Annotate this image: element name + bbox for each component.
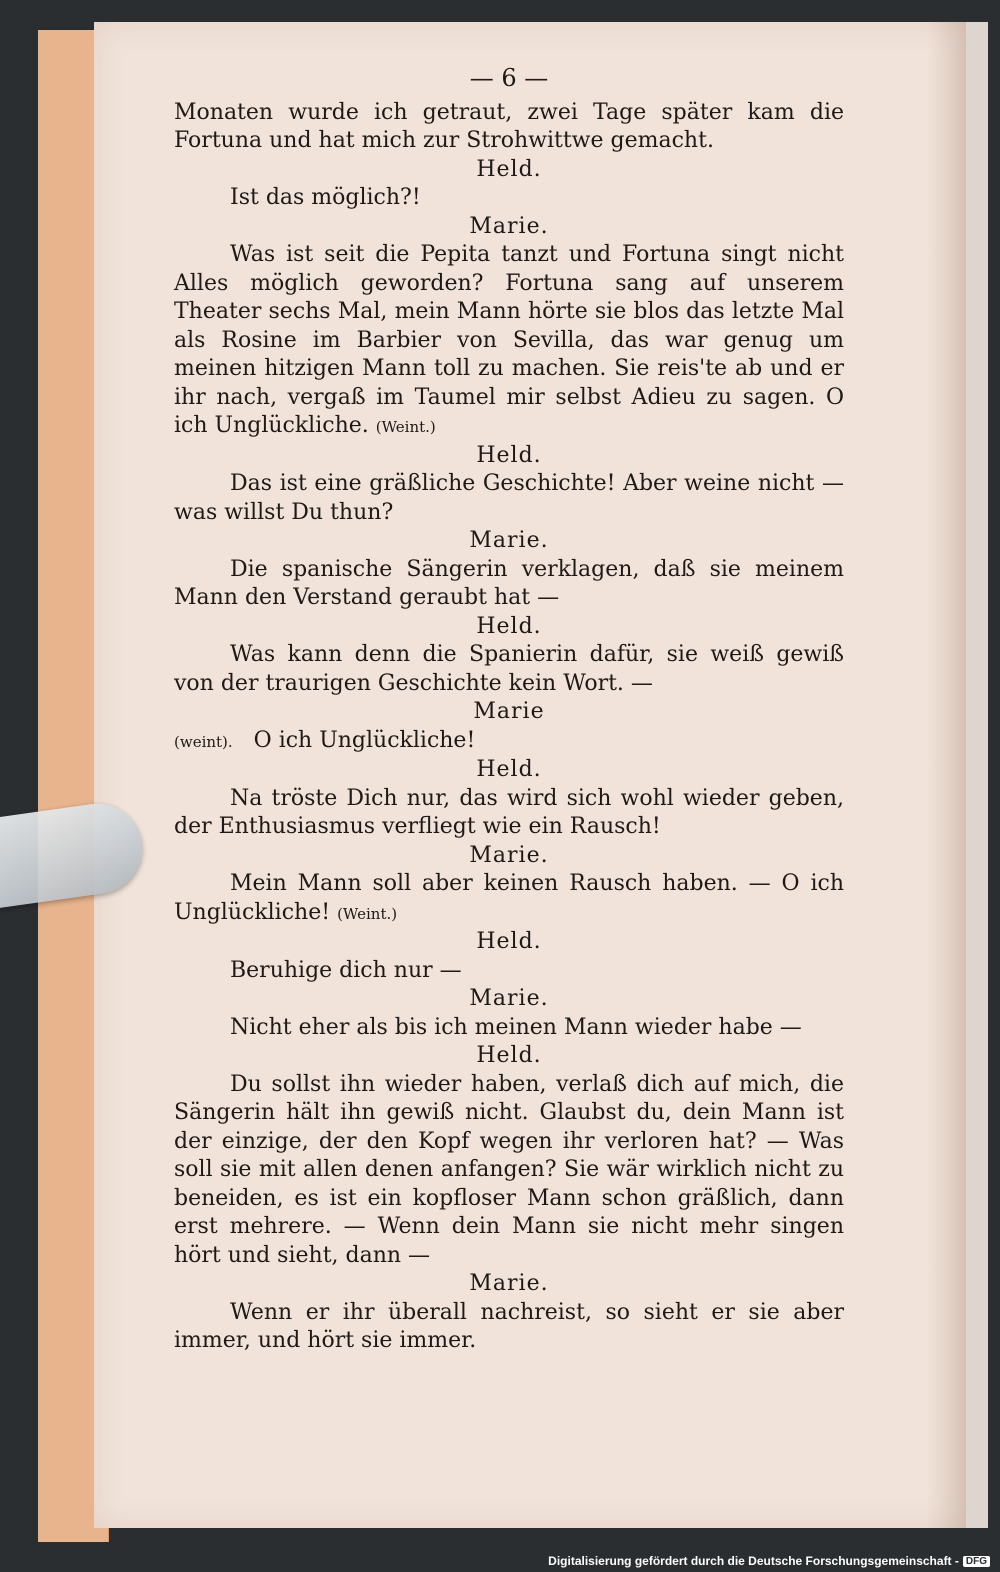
paragraph-text: Held. [476, 1043, 542, 1068]
speaker-name [174, 698, 844, 727]
speaker-name [174, 928, 844, 957]
paragraph-text: Held. [476, 156, 542, 182]
dialogue-paragraph [174, 241, 844, 442]
speaker-name [174, 985, 844, 1014]
speaker-name [174, 213, 844, 242]
page-right-strip [966, 22, 988, 1528]
dialogue-paragraph [174, 556, 844, 613]
dialogue-paragraph [174, 470, 844, 527]
dialogue-paragraph [174, 1014, 844, 1043]
paragraph-text: Ist das möglich?! [230, 185, 421, 210]
speaker-name [174, 527, 844, 556]
paragraph-text: Monaten wurde ich getraut, zwei Tage später kam die Fortuna und hat mich zur Strohwittwe gemacht. [174, 99, 844, 153]
stage-direction: (Weint.) [337, 904, 398, 923]
paragraph-text: Marie. [469, 986, 549, 1011]
paragraph-text: Marie. [469, 213, 549, 239]
paragraph-text: Held. [476, 929, 542, 954]
speaker-name [174, 756, 844, 785]
paragraph-text: Nicht eher als bis ich meinen Mann wieder habe — [230, 1014, 802, 1040]
stage-direction: (Weint.) [375, 418, 436, 436]
dialogue-paragraph [174, 727, 844, 757]
dialogue-paragraph [174, 641, 844, 698]
dialogue-paragraph [174, 785, 844, 842]
text-blocks [174, 99, 844, 1356]
paragraph-text: Die spanische Sängerin verklagen, daß sie meinem Mann den Verstand geraubt hat — [174, 556, 844, 610]
paragraph-text: Wenn er ihr überall nachreist, so sieht er sie aber immer, und hört sie immer. [174, 1299, 844, 1353]
footer-text: Digitalisierung gefördert durch die Deutsche Forschungsgemeinschaft - [548, 1554, 959, 1568]
dfg-logo-badge: DFG [963, 1556, 990, 1567]
page-shadow [926, 22, 966, 1528]
speaker-name [174, 613, 844, 642]
paragraph-text: O ich Unglückliche! [253, 727, 476, 753]
speaker-name [174, 442, 844, 471]
paragraph-text: Marie [473, 699, 545, 724]
speaker-name [174, 1270, 844, 1299]
paragraph-text: Held. [476, 757, 542, 782]
paragraph-text: Marie. [469, 1271, 549, 1296]
paragraph-text: Beruhige dich nur — [230, 957, 462, 983]
paragraph-text: Was ist seit die Pepita tanzt und Fortuna singt nicht Alles möglich geworden? Fortuna sang auf unserem Theater sechs Mal, mein Mann hörte sie blos das letzte Mal als Rosine im Barbier von Sevilla, das war genug um meinen hitzigen Mann toll zu machen. Sie reis'te ab und er ihr nach, vergaß im Taumel mir selbst Adieu zu sagen. O ich Unglückliche. [174, 242, 844, 438]
paragraph-text: Was kann denn die Spanierin dafür, sie weiß gewiß von der traurigen Geschichte kein Wort. — [174, 642, 844, 696]
paragraph-text: Marie. [469, 528, 549, 553]
dialogue-paragraph [174, 870, 844, 928]
dialogue-paragraph [174, 957, 844, 986]
paragraph-text: Na tröste Dich nur, das wird sich wohl wieder geben, der Enthusiasmus verfliegt wie ein Rausch! [174, 785, 844, 839]
footer-credit [548, 1554, 990, 1568]
paragraph-text: Held. [476, 442, 542, 468]
speaker-name [174, 1042, 844, 1071]
paragraph-text: Held. [476, 613, 542, 639]
paragraph-text: Marie. [469, 842, 549, 868]
speaker-name [174, 842, 844, 871]
paragraph-text: Du sollst ihn wieder haben, verlaß dich auf mich, die Sängerin hält ihn gewiß nicht. Glaubst du, dein Mann ist der einzige, der den Kopf wegen ihr verloren hat? — Was soll sie mit allen denen anfangen? Sie wär wirklich nicht zu beneiden, es ist ein kopfloser Mann schon gräßlich, dann erst mehrere. — Wenn dein Mann sie nicht mehr singen hört und sieht, dann — [174, 1071, 844, 1268]
dialogue-paragraph [174, 1299, 844, 1356]
stage-direction: (weint). [174, 732, 233, 751]
dialogue-paragraph [174, 99, 844, 156]
page-number: — 6 — [469, 64, 549, 92]
paragraph-text: Das ist eine gräßliche Geschichte! Aber weine nicht — was willst Du thun? [174, 471, 844, 525]
dialogue-paragraph [174, 1071, 844, 1271]
dialogue-paragraph [174, 184, 844, 213]
paragraph-text: Mein Mann soll aber keinen Rausch haben. — O ich Unglückliche! [174, 871, 844, 925]
speaker-name [174, 156, 844, 185]
page-text [174, 64, 844, 1356]
